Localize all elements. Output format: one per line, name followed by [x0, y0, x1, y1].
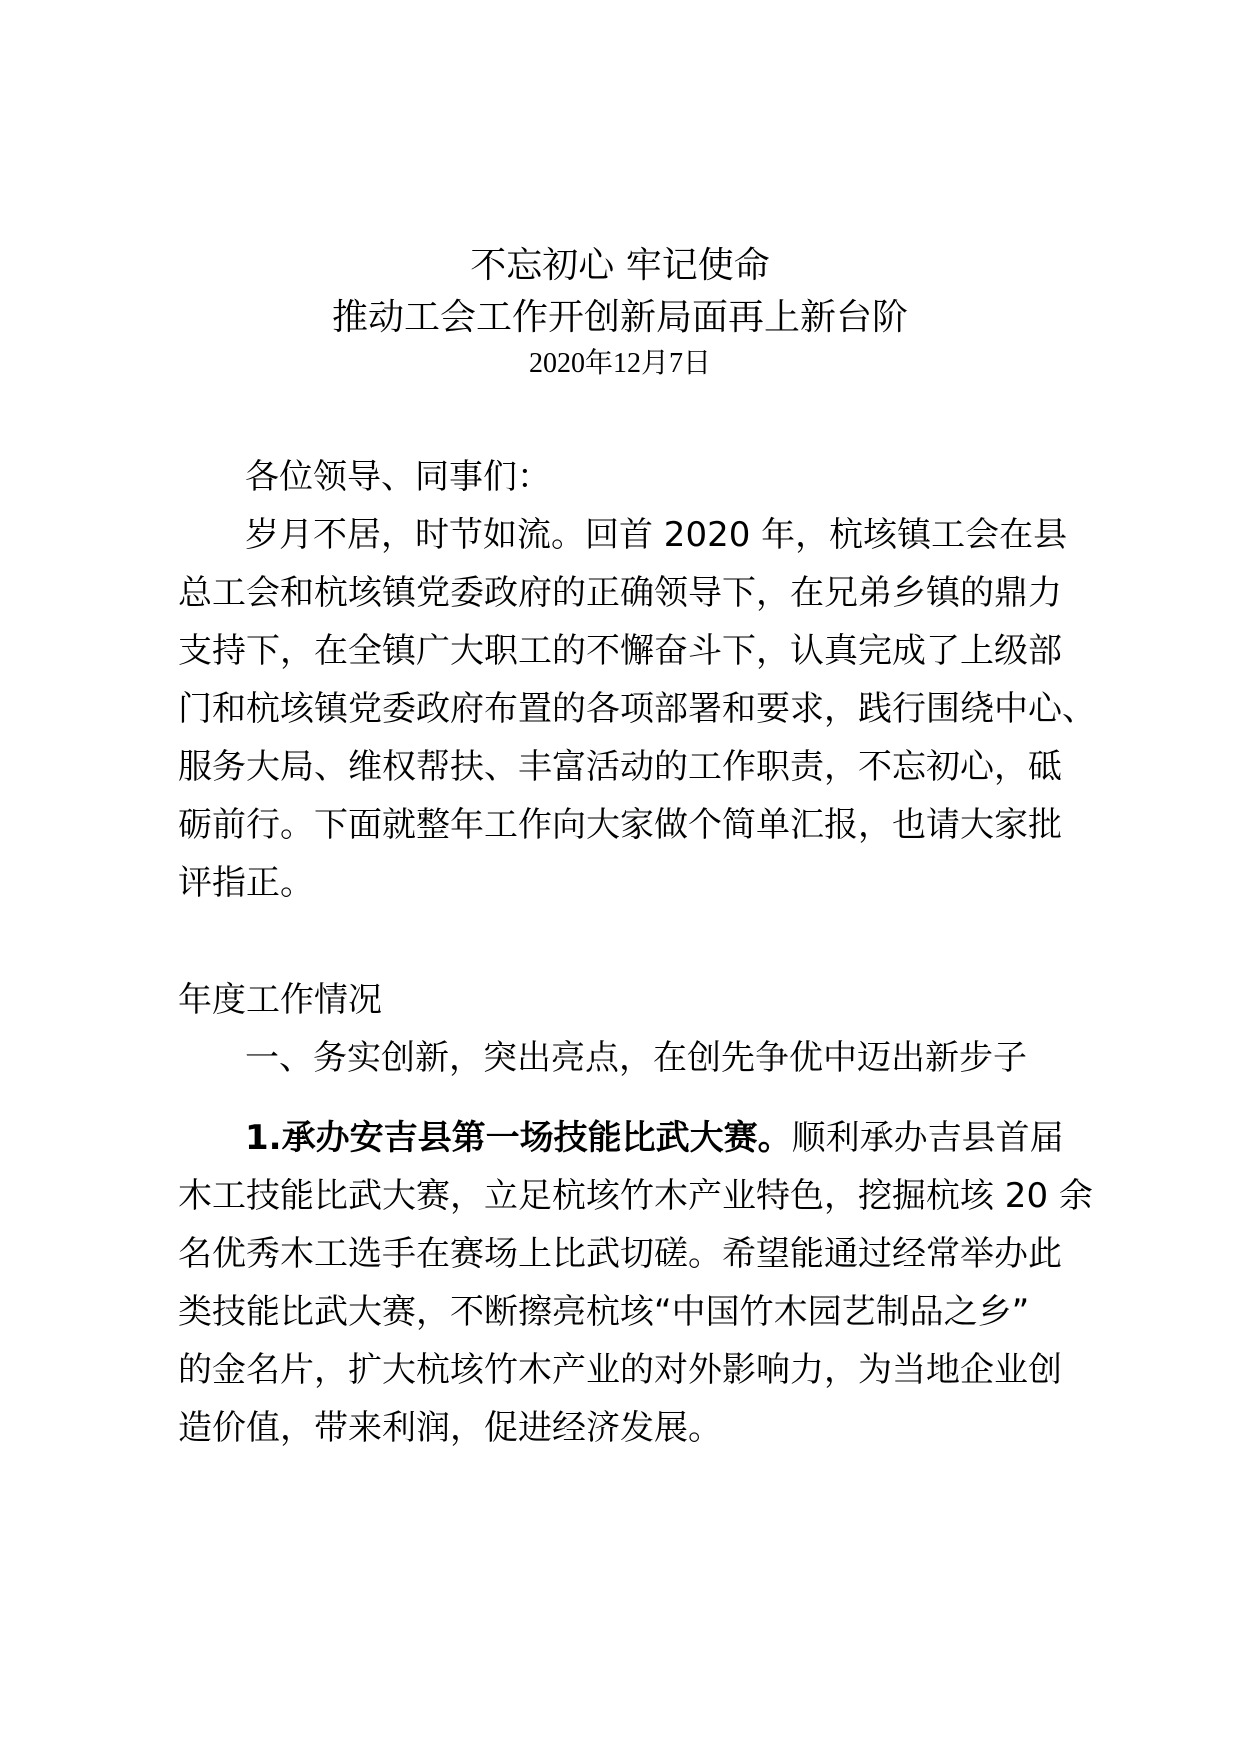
- document-date: 2020年12月7日: [528, 348, 711, 379]
- item-1-text: 顺利承办吉县首届: [791, 1118, 1064, 1158]
- intro-line: 总工会和杭垓镇党委政府的正确领导下，在兄弟乡镇的鼎力: [178, 573, 1062, 613]
- salutation: 各位领导、同事们：: [245, 457, 551, 497]
- item-1-line: 类技能比武大赛，不断擦亮杭垓“中国竹木园艺制品之乡”: [178, 1292, 1030, 1332]
- item-1-title: 1.承办安吉县第一场技能比武大赛。: [245, 1118, 792, 1158]
- document-title-line-1: 不忘初心 牢记使命: [470, 245, 770, 286]
- item-1-line: 的金名片，扩大杭垓竹木产业的对外影响力，为当地企业创: [178, 1350, 1062, 1390]
- subsection-heading: 一、务实创新，突出亮点，在创先争优中迈出新步子: [245, 1038, 1027, 1078]
- intro-line: 砺前行。下面就整年工作向大家做个简单汇报，也请大家批: [178, 805, 1062, 845]
- item-1-line: 木工技能比武大赛，立足杭垓竹木产业特色，挖掘杭垓 20 余: [178, 1176, 1093, 1216]
- item-1-first-line: [245, 1118, 1064, 1158]
- intro-line: 评指正。: [178, 863, 314, 903]
- item-1-line: 造价值，带来利润，促进经济发展。: [178, 1408, 722, 1448]
- intro-line: 服务大局、维权帮扶、丰富活动的工作职责，不忘初心，砥: [178, 747, 1062, 787]
- intro-line: 岁月不居，时节如流。回首 2020 年，杭垓镇工会在县: [245, 515, 1068, 555]
- intro-line: 门和杭垓镇党委政府布置的各项部署和要求，践行围绕中心、: [178, 689, 1096, 729]
- intro-line: 支持下，在全镇广大职工的不懈奋斗下，认真完成了上级部: [178, 631, 1062, 671]
- document-title-line-2: 推动工会工作开创新局面再上新台阶: [331, 297, 908, 338]
- section-heading: 年度工作情况: [178, 980, 382, 1020]
- item-1-line: 名优秀木工选手在赛场上比武切磋。希望能通过经常举办此: [178, 1234, 1062, 1274]
